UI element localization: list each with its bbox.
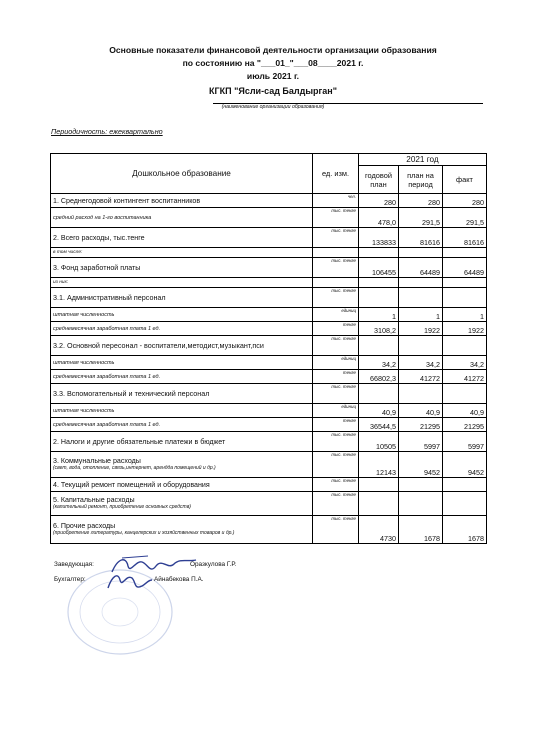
cell-annual-plan: 4730: [359, 516, 399, 544]
cell-fact: 64489: [443, 258, 487, 278]
row-label: [51, 516, 313, 544]
report-month: июль 2021 г.: [246, 71, 300, 81]
table-row: [51, 432, 487, 452]
row-label: 3.3. Вспомогательный и технический персонал: [51, 384, 313, 404]
row-unit: [313, 248, 359, 258]
table-row: [51, 194, 487, 208]
row-unit: тыс. тенге: [313, 384, 359, 404]
cell-period-plan: 1922: [399, 322, 443, 336]
row-label: 3.2. Основной пересонал - воспитатели,методист,музыкант,пси: [51, 336, 313, 356]
row-title: 5. Капитальные расходы: [53, 496, 135, 504]
cell-period-plan: 291,5: [399, 208, 443, 228]
row-label: 4. Текущий ремонт помещений и оборудования: [51, 478, 313, 492]
accountant-label: Бухгалтер:: [54, 576, 86, 583]
cell-annual-plan: [359, 478, 399, 492]
cell-annual-plan: [359, 336, 399, 356]
row-unit: тыс. тенге: [313, 228, 359, 248]
cell-fact: 41272: [443, 370, 487, 384]
cell-fact: [443, 384, 487, 404]
row-label: среднемесячная заработная плата 1 ед.: [51, 370, 313, 384]
accountant-name: Айнабекова П.А.: [154, 576, 204, 583]
row-unit: тенге: [313, 370, 359, 384]
financial-table: [50, 153, 487, 544]
cell-annual-plan: 66802,3: [359, 370, 399, 384]
cell-annual-plan: [359, 384, 399, 404]
cell-period-plan: 34,2: [399, 356, 443, 370]
cell-fact: 40,9: [443, 404, 487, 418]
cell-period-plan: 40,9: [399, 404, 443, 418]
cell-period-plan: [399, 492, 443, 516]
organization-name: КГКП "Ясли-сад Балдырган": [209, 86, 337, 96]
table-row: [51, 356, 487, 370]
row-unit: чел.: [313, 194, 359, 208]
table-row: [51, 278, 487, 288]
cell-fact: [443, 248, 487, 258]
row-label: 3.1. Административный персонал: [51, 288, 313, 308]
row-sublabel: (приобретение литературы, канцелярских и хозяйственных товаров и др.): [53, 530, 235, 536]
row-unit: тыс. тенге: [313, 478, 359, 492]
cell-annual-plan: [359, 288, 399, 308]
row-label: 2. Налоги и другие обязательные платежи в бюджет: [51, 432, 313, 452]
row-unit: тенге: [313, 322, 359, 336]
cell-fact: 5997: [443, 432, 487, 452]
cell-period-plan: 81616: [399, 228, 443, 248]
cell-period-plan: 5997: [399, 432, 443, 452]
cell-annual-plan: 280: [359, 194, 399, 208]
cell-annual-plan: 40,9: [359, 404, 399, 418]
cell-annual-plan: 10505: [359, 432, 399, 452]
cell-fact: [443, 336, 487, 356]
table-row: [51, 384, 487, 404]
cell-period-plan: 1678: [399, 516, 443, 544]
cell-fact: 21295: [443, 418, 487, 432]
table-row: [51, 370, 487, 384]
row-label: 2. Всего расходы, тыс.тенге: [51, 228, 313, 248]
table-row: [51, 248, 487, 258]
table-row: [51, 208, 487, 228]
cell-period-plan: [399, 384, 443, 404]
row-label: штатная численность: [51, 308, 313, 322]
table-row: [51, 228, 487, 248]
cell-annual-plan: 12143: [359, 452, 399, 478]
cell-period-plan: [399, 248, 443, 258]
cell-fact: 9452: [443, 452, 487, 478]
report-title: Основные показатели финансовой деятельности организации образования: [109, 45, 437, 55]
table-row: [51, 258, 487, 278]
cell-annual-plan: 106455: [359, 258, 399, 278]
row-title: 6. Прочие расходы: [53, 522, 116, 530]
row-label: 3. Фонд заработной платы: [51, 258, 313, 278]
row-unit: тыс. тенге: [313, 452, 359, 478]
column-header-unit: ед. изм.: [313, 154, 359, 194]
organization-caption: (наименование организации образования): [221, 104, 325, 110]
cell-period-plan: 1: [399, 308, 443, 322]
cell-fact: 280: [443, 194, 487, 208]
head-name: Оразкулова Г.Р.: [190, 561, 237, 568]
periodicity-label: Периодичность: ежеквартально: [51, 127, 163, 136]
report-date: по состоянию на "___01_"___08____2021 г.: [182, 58, 364, 68]
cell-period-plan: 41272: [399, 370, 443, 384]
cell-fact: 1922: [443, 322, 487, 336]
cell-annual-plan: 478,0: [359, 208, 399, 228]
cell-period-plan: 280: [399, 194, 443, 208]
row-unit: тыс. тенге: [313, 516, 359, 544]
cell-period-plan: 21295: [399, 418, 443, 432]
cell-annual-plan: 133833: [359, 228, 399, 248]
row-label: 1. Среднегодовой контингент воспитанников: [51, 194, 313, 208]
cell-period-plan: [399, 288, 443, 308]
table-row: [51, 452, 487, 478]
cell-annual-plan: 1: [359, 308, 399, 322]
row-unit: единиц: [313, 404, 359, 418]
cell-annual-plan: [359, 248, 399, 258]
row-unit: тыс. тенге: [313, 432, 359, 452]
table-row: [51, 492, 487, 516]
table-row: [51, 322, 487, 336]
column-header-name: Дошкольное образование: [51, 154, 313, 194]
row-label: из них:: [51, 278, 313, 288]
row-sublabel: (капительный ремонт, приобретение основных средств): [53, 504, 191, 510]
cell-annual-plan: [359, 278, 399, 288]
cell-fact: 81616: [443, 228, 487, 248]
table-row: [51, 478, 487, 492]
row-unit: тыс. тенге: [313, 336, 359, 356]
column-header-fact: факт: [443, 166, 487, 194]
cell-annual-plan: 3108,2: [359, 322, 399, 336]
row-unit: тыс. тенге: [313, 492, 359, 516]
table-row: [51, 288, 487, 308]
cell-period-plan: [399, 278, 443, 288]
row-unit: [313, 278, 359, 288]
cell-fact: 291,5: [443, 208, 487, 228]
cell-period-plan: 64489: [399, 258, 443, 278]
accountant-signature-icon: [104, 568, 154, 594]
cell-annual-plan: 36544,5: [359, 418, 399, 432]
table-row: [51, 418, 487, 432]
row-unit: единиц: [313, 356, 359, 370]
row-label: среднемесячная заработная плата 1 ед.: [51, 322, 313, 336]
cell-fact: [443, 278, 487, 288]
cell-period-plan: 9452: [399, 452, 443, 478]
row-label: среднемесячная заработная плата 1 ед.: [51, 418, 313, 432]
table-row: [51, 516, 487, 544]
row-unit: тыс. тенге: [313, 258, 359, 278]
cell-annual-plan: 34,2: [359, 356, 399, 370]
column-header-year: 2021 год: [359, 154, 487, 166]
cell-fact: 34,2: [443, 356, 487, 370]
row-sublabel: (свет, вода, отопление, связь,интернет, арендда помещений и др.): [53, 465, 216, 471]
cell-fact: [443, 492, 487, 516]
head-label: Заведующая:: [54, 561, 94, 568]
cell-period-plan: [399, 478, 443, 492]
cell-fact: [443, 288, 487, 308]
row-unit: единиц: [313, 308, 359, 322]
table-row: [51, 404, 487, 418]
row-label: [51, 452, 313, 478]
table-row: [51, 308, 487, 322]
row-label: средний расход на 1-го воспитанника: [51, 208, 313, 228]
row-unit: тыс. тенге: [313, 288, 359, 308]
row-unit: тыс. тенге: [313, 208, 359, 228]
cell-annual-plan: [359, 492, 399, 516]
row-unit: тенге: [313, 418, 359, 432]
cell-fact: 1678: [443, 516, 487, 544]
row-label: штатная численность: [51, 356, 313, 370]
cell-fact: [443, 478, 487, 492]
cell-fact: 1: [443, 308, 487, 322]
row-label: в том числе:: [51, 248, 313, 258]
table-row: [51, 336, 487, 356]
cell-period-plan: [399, 336, 443, 356]
column-header-period-plan: план на период: [399, 166, 443, 194]
row-label: [51, 492, 313, 516]
row-label: штатная численность: [51, 404, 313, 418]
column-header-annual-plan: годовой план: [359, 166, 399, 194]
row-title: 3. Коммунальные расходы: [53, 457, 141, 465]
